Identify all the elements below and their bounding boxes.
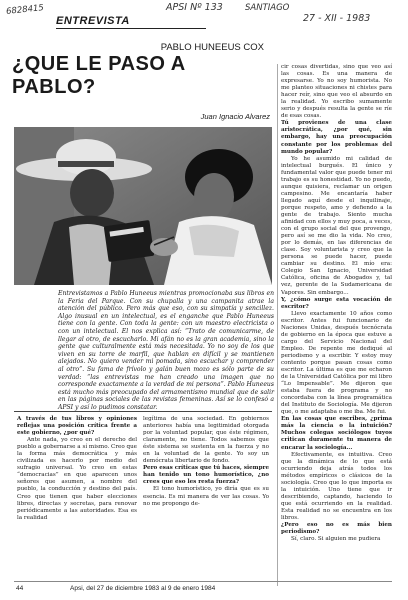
interview-question: ¿Pero eso no es más bien periodismo? (281, 522, 392, 536)
interview-answer: cir cosas divertidas, sino que veo así las cosas. Es una manera de expresarse. Yo no soy humorista. No me planteo situaciones ni chistes para hacer reír, sino que veo el absurdo en la realidad. Yo escribo sumamente serio y después resulta la gente se ríe de esas cosas. (281, 64, 392, 120)
photo-caption: Entrevistamos a Pablo Huneeus mientras promocionaba sus libros en la Feria del Parque. Con su chupalla y una campanita atrae la atención del público. Pero más que eso, con su simpatía y sencillez. Algo inusual en un intelectual, es el enganche que Pablo Huneeus tiene con la gente. Con toda la gente: con un maestro electricista o con un intelectual. El nos explica así: “Trato de comunicarme, de llegar al otro, de escucharlo. Mi afán no es la gran academia, sino la gente que culturalmente está más necesitada. Yo no soy de los que viven en su torre de marfil, que hablan en difícil y se mantienen alejados. No quiero vender mi pomada, sino escuchar y comprender al otro”. Su fama de frívolo y galán buen mozo es sólo parte de su verdad: “las entrevistas me han creado una imagen que no corresponde exactamente a la verdad de mi persona”. Pablo Huneeus está mucho más preocupado del armamentismo mundial que de salir en las páginas sociales de las revistas femeninas. Así se lo confesó a APSI y así lo pudimos constatar. (58, 290, 274, 411)
issue-info: Apsi, del 27 de diciembre 1983 al 9 de enero 1984 (70, 585, 216, 592)
interview-answer: Yo he asumido mi calidad de intelectual burgués. El único y fundamental valor que puede tener mi trabajo es su honestidad. Yo no puedo, aunque quisiera, reclamar un origen campesino. Me encantaría haber llegado aquí desde el inquilinaje, porque respeto, amo y defiendo a la gente de trabajo. Siento mucha afinidad con ellos y muy poca, a veces, con el grupo social del que provengo, pero así se me dio la vida. No creo, por lo demás, en las diferencias de clase. Soy voluntarista y creo que la persona se puede hacer, puede cambiar su destino. El mío era: Colegio San Ignacio, Universidad Católica, oficina de Abogados y, tal vez, gerente de la Sudamericana de Vapores. Sin embargo... (281, 155, 392, 296)
handwritten-archive-number: 6828415 (5, 3, 45, 17)
interview-answer: Sí, claro. Si alguien me pudiera (291, 536, 381, 543)
byline: Juan Ignacio Alvarez (200, 112, 270, 121)
section-label: ENTREVISTA (56, 15, 130, 27)
column-1 (17, 416, 137, 522)
interview-question: A través de tus libros y opiniones reflejas una posición crítica frente a este gobierno, ¿por qué? (17, 416, 137, 437)
handwritten-city: SANTIAGO (245, 3, 290, 13)
caption-divider (14, 411, 272, 412)
section-rule (56, 28, 206, 29)
column-2 (143, 416, 269, 508)
column-divider (277, 64, 278, 586)
interview-question: Pero esas críticas que tú haces, siempre han tenido un tono humorístico, ¿no crees que eso les resta fuerza? (143, 465, 269, 486)
interview-answer: El tono humorístico, yo diría que es su esencia. Es mi manera de ver las cosas. Yo no me propongo de- (143, 486, 269, 507)
interview-answer: legítima de una sociedad. En gobiernos anteriores había una legitimidad otorgada por la voluntad popular, que éste régimen, claramente, no tiene. Todos sabemos que éste sistema se sustenta en la fuerza y no en la voluntad de la gente. Yo soy un demócrata libertario de fondo. (143, 416, 269, 465)
interview-question: Tú provienes de una clase aristocrática, ¿por qué, sin embargo, hay una preocupación constante por los problemas del mundo popular? (281, 120, 392, 155)
interview-answer: Llevo exactamente 10 años como escritor. Antes fui funcionario de Naciones Unidas, después tecnócrata de gobierno en la época que estuve a cargo del Servicio Nacional del Empleo. De repente me dediqué al periodismo y a escribir. Y estoy muy contento porque pasan cosas como escritor. La última es que me echaron de la Universidad Católica por mi libro “Lo Impensable”. Me dijeron que estaba fuera de programa y no concordaba con la línea programática del Instituto de Sociología. Me dijeron que, o me adaptaba o me iba. Me fui. (281, 310, 392, 416)
interviewee-name: PABLO HUNEEUS COX (160, 42, 264, 53)
headline: ¿QUE LE PASO A PABLO? (12, 53, 185, 98)
handwritten-issue-number: APSI Nº 133 (166, 2, 223, 13)
interview-answer: Efectivamente, es intuitiva. Creo que la dinámica de lo que está ocurriendo deja atrás todos los métodos empíricos o clásicos de la sociología. Creo que lo que importa es la intuición. Uno tiene que ir describiendo, captando, haciendo lo que está ocurriendo en la realidad. Esta realidad no se encuentra en los libros. (281, 451, 392, 521)
interview-photo (14, 127, 272, 285)
interview-answer: Ante nada, yo creo en el derecho del pueblo a gobernarse a sí mismo. Creo que la forma más democrática y más civilizada es hacerlo por medio del sufragio universal. Yo creo en estas “democracias” en que aparecen unos señores que asumen, a nombre del pueblo, la conducción y destino del país. Creo que tienen que haber elecciones libres, directas y secretas, para renovar periódicamente a las autoridades. Esa es la realidad (17, 437, 137, 521)
interview-question: En las cosas que escribes, ¿prima más la ciencia o la intuición? Muchos colegas sociólogos tuyos critican duramente tu manera de encarar la sociología... (281, 416, 392, 451)
column-3 (281, 64, 392, 543)
footer-rule (14, 581, 392, 582)
handwritten-date: 27 - XII - 1983 (303, 13, 371, 24)
page-number: 44 (16, 585, 24, 592)
interview-question: Y, ¿cómo surge esta vocación de escritor? (281, 296, 392, 310)
